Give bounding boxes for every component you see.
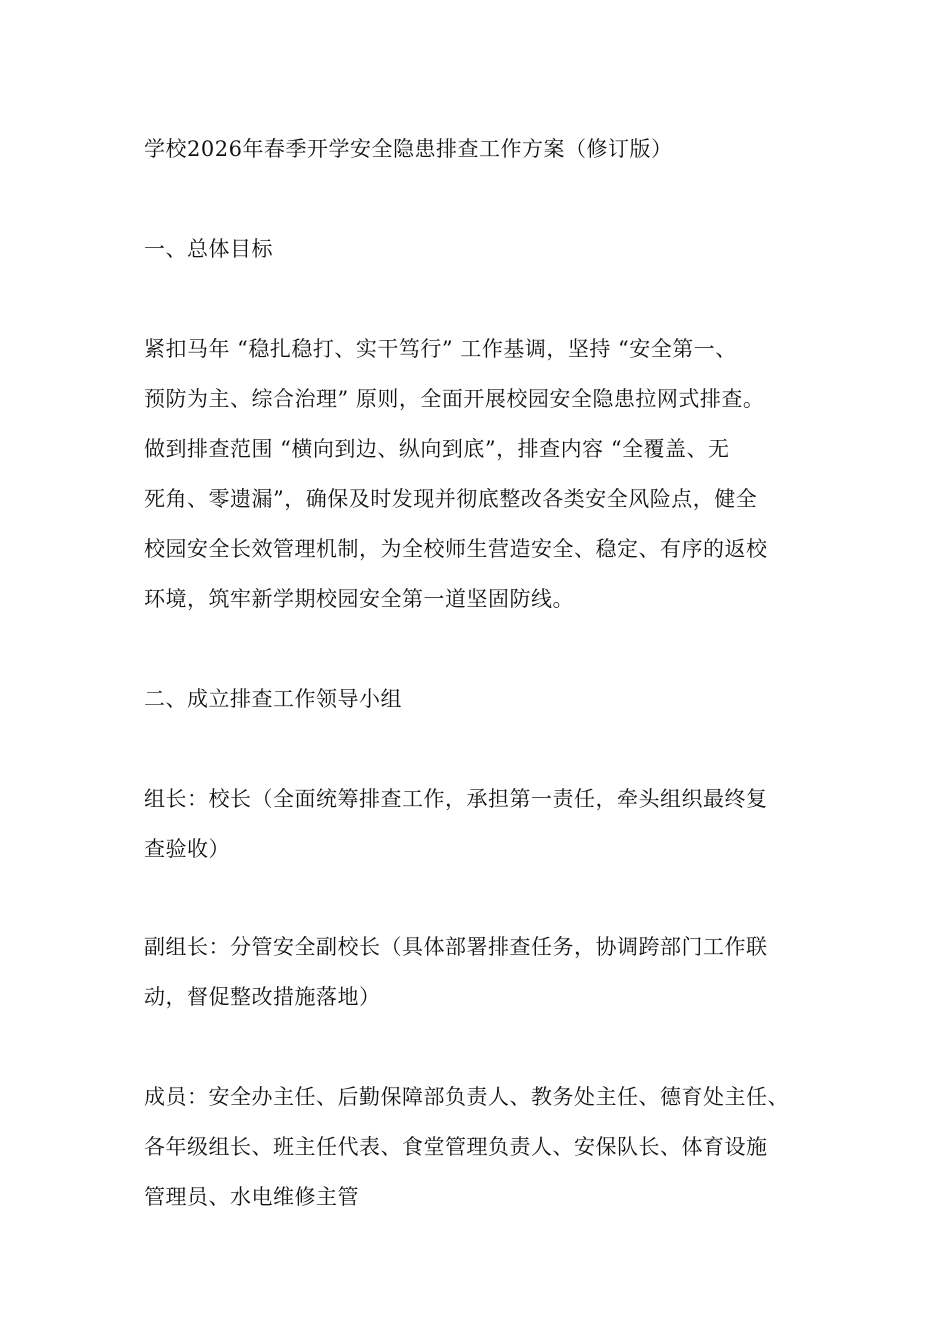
paragraph-line: 管理员、水电维修主管 <box>144 1185 359 1209</box>
section-1-heading <box>144 224 834 274</box>
paragraph-line: 环境，筑牢新学期校园安全第一道坚固防线。 <box>144 587 574 611</box>
paragraph-line: 动，督促整改措施落地） <box>144 985 381 1009</box>
paragraph-line: 预防为主、综合治理” 原则，全面开展校园安全隐患拉网式排查。 <box>144 387 765 411</box>
members-paragraph <box>144 1072 834 1222</box>
paragraph-line: 成员：安全办主任、后勤保障部负责人、教务处主任、德育处主任、 <box>144 1085 789 1109</box>
deputy-leader-paragraph <box>144 922 834 1022</box>
heading-text: 一、总体目标 <box>144 237 273 261</box>
paragraph-line: 校园安全长效管理机制，为全校师生营造安全、稳定、有序的返校 <box>144 537 768 561</box>
paragraph-line: 紧扣马年 “稳扎稳打、实干笃行” 工作基调，坚持 “安全第一、 <box>144 337 737 361</box>
paragraph-line: 死角、零遗漏”，确保及时发现并彻底整改各类安全风险点，健全 <box>144 487 758 511</box>
section-2-heading <box>144 674 834 724</box>
paragraph-line: 各年级组长、班主任代表、食堂管理负责人、安保队长、体育设施 <box>144 1135 768 1159</box>
leader-paragraph <box>144 774 834 874</box>
paragraph-line: 做到排查范围 “横向到边、纵向到底”，排查内容 “全覆盖、无 <box>144 437 730 461</box>
section-1-paragraph <box>144 324 834 624</box>
paragraph-line: 副组长：分管安全副校长（具体部署排查任务，协调跨部门工作联 <box>144 935 768 959</box>
paragraph-line: 组长：校长（全面统筹排查工作，承担第一责任，牵头组织最终复 <box>144 787 768 811</box>
title-text: 学校2026年春季开学安全隐患排查工作方案（修订版） <box>144 137 673 161</box>
paragraph-line: 查验收） <box>144 837 230 861</box>
heading-text: 二、成立排查工作领导小组 <box>144 687 402 711</box>
document-title <box>144 124 834 174</box>
